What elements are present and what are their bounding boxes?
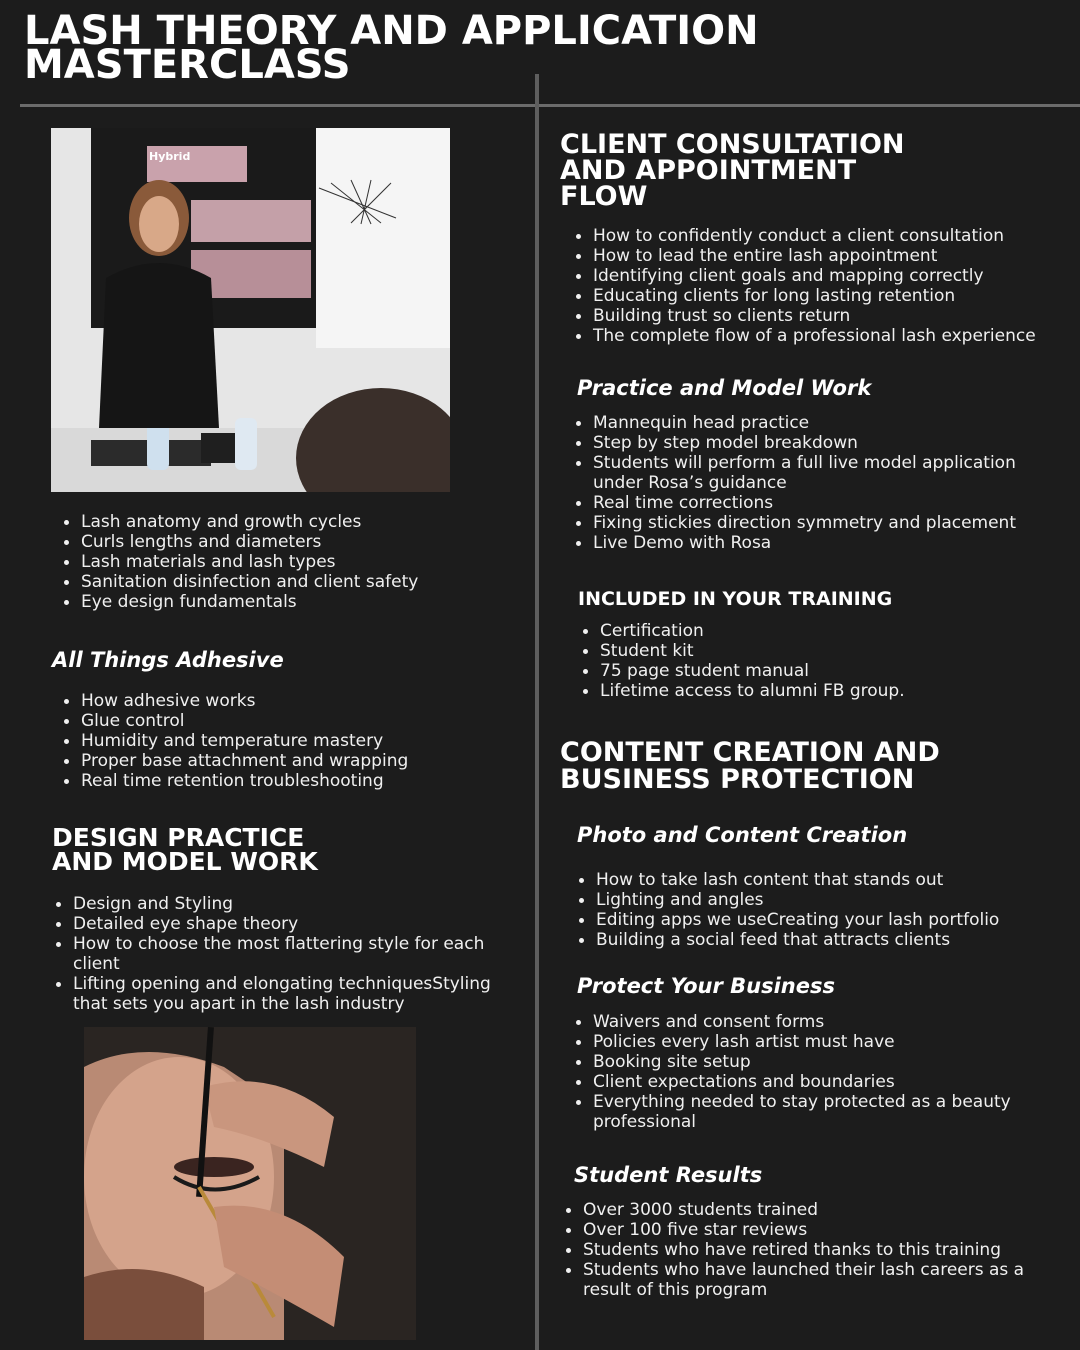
design-heading-line1: DESIGN PRACTICE — [52, 823, 305, 852]
list-item: Educating clients for long lasting retention — [571, 286, 1071, 306]
list-item: 75 page student manual — [578, 661, 1048, 681]
list-item: The complete flow of a professional lash experience — [571, 326, 1071, 346]
page-title-line1: LASH THEORY AND APPLICATION — [24, 8, 759, 54]
adhesive-list — [59, 691, 499, 791]
list-item: Live Demo with Rosa — [571, 533, 1051, 553]
list-item: Glue control — [59, 711, 499, 731]
list-item: Proper base attachment and wrapping — [59, 751, 499, 771]
list-item: Real time retention troubleshooting — [59, 771, 499, 791]
board-label: Hybrid — [149, 150, 191, 163]
page-title-line2: MASTERCLASS — [24, 42, 351, 88]
design-list — [51, 894, 496, 1014]
consultation-list — [571, 226, 1071, 346]
content-business-heading-line1: CONTENT CREATION AND — [560, 737, 940, 768]
list-item: Booking site setup — [571, 1052, 1031, 1072]
list-item: Client expectations and boundaries — [571, 1072, 1031, 1092]
list-item: Real time corrections — [571, 493, 1051, 513]
list-item: Students who have launched their lash careers as a result of this program — [561, 1260, 1041, 1300]
practice-list — [571, 413, 1051, 553]
practice-heading: Practice and Model Work — [577, 376, 872, 400]
consultation-heading-line3: FLOW — [560, 181, 648, 212]
results-heading: Student Results — [574, 1163, 763, 1187]
list-item: Building a social feed that attracts clients — [574, 930, 1064, 950]
list-item: Students will perform a full live model application under Rosa’s guidance — [571, 453, 1051, 493]
consultation-heading-line1: CLIENT CONSULTATION — [560, 129, 905, 160]
list-item: How adhesive works — [59, 691, 499, 711]
list-item: Lash materials and lash types — [59, 552, 499, 572]
list-item: Certification — [578, 621, 1048, 641]
list-item: Fixing stickies direction symmetry and placement — [571, 513, 1051, 533]
list-item: Lighting and angles — [574, 890, 1064, 910]
list-item: How to take lash content that stands out — [574, 870, 1064, 890]
lash-application-illustration — [84, 1027, 416, 1340]
content-business-heading-line2: BUSINESS PROTECTION — [560, 764, 915, 795]
included-heading: INCLUDED IN YOUR TRAINING — [578, 588, 893, 610]
list-item: Student kit — [578, 641, 1048, 661]
protect-list — [571, 1012, 1031, 1132]
list-item: Curls lengths and diameters — [59, 532, 499, 552]
design-heading — [52, 823, 318, 876]
adhesive-heading: All Things Adhesive — [52, 648, 284, 672]
included-list — [578, 621, 1048, 701]
results-list — [561, 1200, 1041, 1300]
list-item: Identifying client goals and mapping correctly — [571, 266, 1071, 286]
title-divider — [20, 104, 1080, 107]
list-item: Everything needed to stay protected as a beauty professional — [571, 1092, 1031, 1132]
list-item: Detailed eye shape theory — [51, 914, 496, 934]
intro-topics-list — [59, 512, 499, 612]
lash-application-photo — [84, 1027, 416, 1340]
list-item: Over 3000 students trained — [561, 1200, 1041, 1220]
photo-content-heading: Photo and Content Creation — [577, 823, 908, 847]
list-item: How to lead the entire lash appointment — [571, 246, 1071, 266]
list-item: Students who have retired thanks to this training — [561, 1240, 1041, 1260]
consultation-heading — [560, 129, 905, 212]
classroom-illustration — [51, 128, 450, 492]
content-business-heading — [560, 739, 940, 793]
photo-content-list — [574, 870, 1064, 950]
list-item: Waivers and consent forms — [571, 1012, 1031, 1032]
list-item: Mannequin head practice — [571, 413, 1051, 433]
list-item: Humidity and temperature mastery — [59, 731, 499, 751]
list-item: Step by step model breakdown — [571, 433, 1051, 453]
list-item: Editing apps we useCreating your lash portfolio — [574, 910, 1064, 930]
list-item: Building trust so clients return — [571, 306, 1071, 326]
classroom-photo — [51, 128, 450, 492]
list-item: Policies every lash artist must have — [571, 1032, 1031, 1052]
list-item: Lifting opening and elongating techniquesStyling that sets you apart in the lash industry — [51, 974, 496, 1014]
list-item: Lash anatomy and growth cycles — [59, 512, 499, 532]
list-item: Eye design fundamentals — [59, 592, 499, 612]
list-item: How to confidently conduct a client consultation — [571, 226, 1071, 246]
column-divider — [535, 74, 539, 1350]
design-heading-line2: AND MODEL WORK — [52, 847, 318, 876]
consultation-heading-line2: AND APPOINTMENT — [560, 155, 857, 186]
page-title — [24, 8, 759, 88]
list-item: Over 100 five star reviews — [561, 1220, 1041, 1240]
list-item: Sanitation disinfection and client safety — [59, 572, 499, 592]
list-item: Lifetime access to alumni FB group. — [578, 681, 1048, 701]
protect-heading: Protect Your Business — [577, 974, 835, 998]
list-item: How to choose the most flattering style for each client — [51, 934, 496, 974]
list-item: Design and Styling — [51, 894, 496, 914]
